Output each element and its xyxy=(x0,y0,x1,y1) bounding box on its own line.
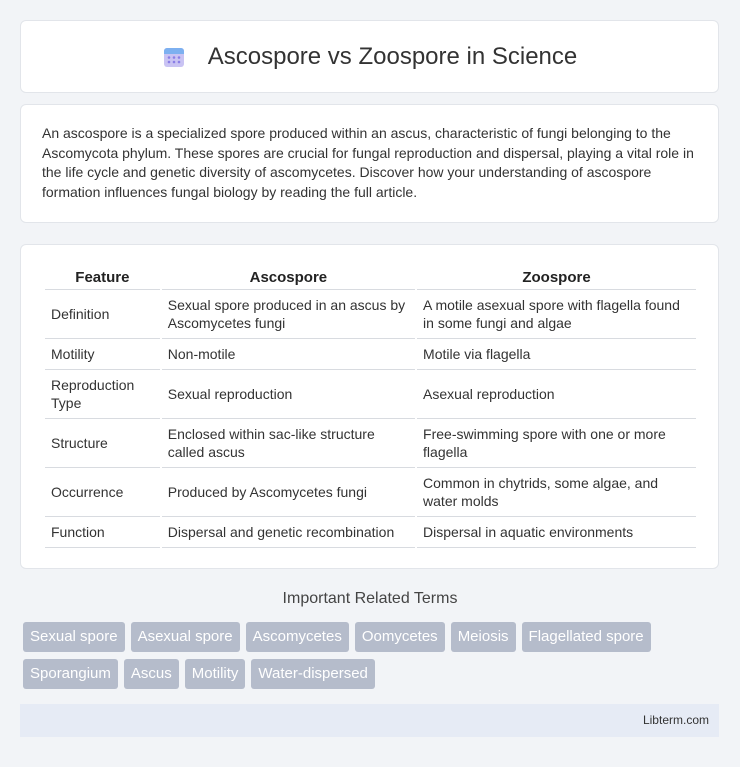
table-cell: Motility xyxy=(45,339,160,370)
header-zoospore: Zoospore xyxy=(417,266,696,290)
footer-link[interactable]: Libterm.com xyxy=(642,713,709,727)
intro-card xyxy=(20,104,719,223)
tag-meiosis[interactable]: Meiosis xyxy=(451,622,516,652)
tag-ascomycetes[interactable]: Ascomycetes xyxy=(246,622,349,652)
footer xyxy=(20,704,719,737)
page-title: Ascospore vs Zoospore in Science xyxy=(207,42,578,70)
tag-asexual-spore[interactable]: Asexual spore xyxy=(131,622,240,652)
header-ascospore: Ascospore xyxy=(162,266,415,290)
table-cell: Sexual reproduction xyxy=(162,370,415,419)
intro-text: An ascospore is a specialized spore produced within an ascus, characteristic of fungi belonging to the Ascomycota phylum. These spores are crucial for fungal reproduction and dispersal, playing a vital role in the life cycle and genetic diversity of ascomycetes. Discover how your understanding of ascospore formation influences fungal biology by reading the full article. xyxy=(42,125,694,200)
tag-flagellated-spore[interactable]: Flagellated spore xyxy=(522,622,651,652)
table-cell: Reproduction Type xyxy=(45,370,160,419)
tag-ascus[interactable]: Ascus xyxy=(124,659,179,689)
table-row xyxy=(45,468,696,517)
table-cell: Common in chytrids, some algae, and water molds xyxy=(417,468,696,517)
table-cell: Dispersal in aquatic environments xyxy=(417,517,696,548)
related-terms-title: Important Related Terms xyxy=(282,590,458,607)
comparison-card xyxy=(20,244,719,569)
table-cell: Definition xyxy=(45,290,160,339)
tag-sporangium[interactable]: Sporangium xyxy=(23,659,118,689)
table-cell: Function xyxy=(45,517,160,548)
comparison-table xyxy=(43,266,698,548)
table-row xyxy=(45,290,696,339)
table-row xyxy=(45,370,696,419)
table-cell: Non-motile xyxy=(162,339,415,370)
related-tags xyxy=(23,622,723,689)
table-cell: Motile via flagella xyxy=(417,339,696,370)
table-cell: A motile asexual spore with flagella found in some fungi and algae xyxy=(417,290,696,339)
tag-motility[interactable]: Motility xyxy=(185,659,246,689)
table-cell: Asexual reproduction xyxy=(417,370,696,419)
table-cell: Enclosed within sac-like structure called ascus xyxy=(162,419,415,468)
table-cell: Free-swimming spore with one or more flagella xyxy=(417,419,696,468)
tag-oomycetes[interactable]: Oomycetes xyxy=(355,622,445,652)
table-header-row xyxy=(45,266,696,290)
tag-sexual-spore[interactable]: Sexual spore xyxy=(23,622,125,652)
header-feature: Feature xyxy=(45,266,160,290)
table-cell: Structure xyxy=(45,419,160,468)
table-cell: Dispersal and genetic recombination xyxy=(162,517,415,548)
calendar-icon xyxy=(162,45,186,69)
table-cell: Produced by Ascomycetes fungi xyxy=(162,468,415,517)
table-cell: Occurrence xyxy=(45,468,160,517)
table-cell: Sexual spore produced in an ascus by Ascomycetes fungi xyxy=(162,290,415,339)
title-card xyxy=(20,20,719,93)
table-row xyxy=(45,419,696,468)
tag-water-dispersed[interactable]: Water-dispersed xyxy=(251,659,374,689)
table-row xyxy=(45,517,696,548)
table-row xyxy=(45,339,696,370)
